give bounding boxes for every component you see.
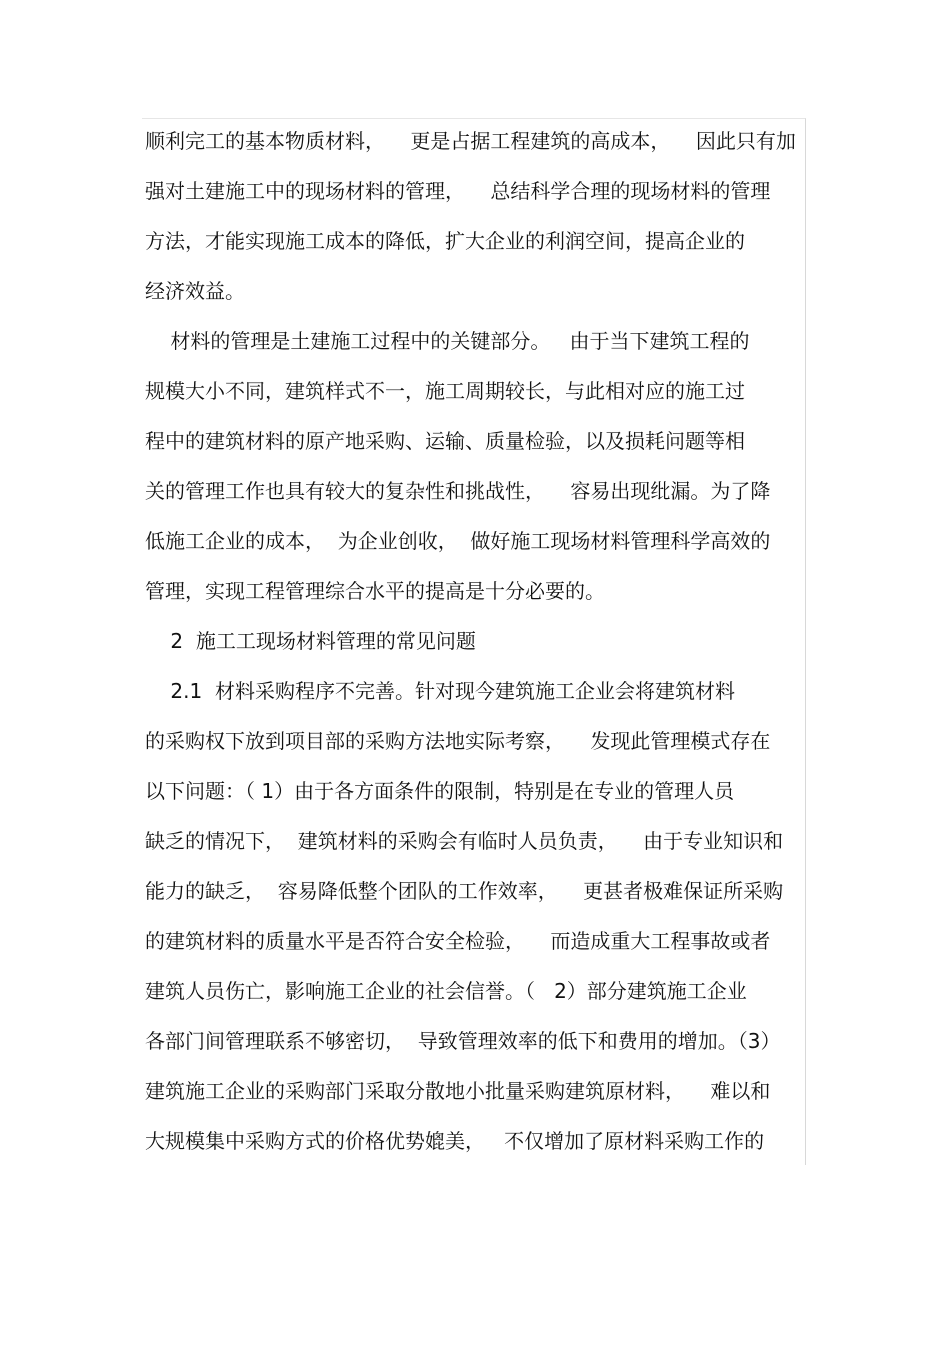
text-line: 低施工企业的成本， 为企业创收， 做好施工现场材料管理科学高效的: [145, 529, 771, 553]
text-line: 规模大小不同，建筑样式不一，施工周期较长，与此相对应的施工过: [145, 379, 745, 403]
text-line: 的建筑材料的质量水平是否符合安全检验， 而造成重大工程事故或者: [145, 929, 771, 953]
text-line: 强对土建施工中的现场材料的管理， 总结科学合理的现场材料的管理: [145, 179, 771, 203]
text-line: 顺利完工的基本物质材料， 更是占据工程建筑的高成本， 因此只有加: [145, 129, 796, 153]
text-line: 建筑施工企业的采购部门采取分散地小批量采购建筑原材料， 难以和: [145, 1079, 771, 1103]
text-line: 关的管理工作也具有较大的复杂性和挑战性， 容易出现纰漏。为了降: [145, 479, 771, 503]
text-line: 建筑人员伤亡，影响施工企业的社会信誉。（ 2）部分建筑施工企业: [145, 979, 747, 1003]
text-line: 缺乏的情况下， 建筑材料的采购会有临时人员负责， 由于专业知识和: [145, 829, 784, 853]
section-heading: 2 施工工现场材料管理的常见问题: [145, 629, 476, 653]
text-line: 材料的管理是土建施工过程中的关键部分。 由于当下建筑工程的: [145, 329, 750, 353]
text-line: 大规模集中采购方式的价格优势媲美， 不仅增加了原材料采购工作的: [145, 1129, 765, 1153]
text-line: 以下问题：（ 1）由于各方面条件的限制，特别是在专业的管理人员: [145, 779, 735, 803]
text-line: 各部门间管理联系不够密切， 导致管理效率的低下和费用的增加。（3）: [145, 1029, 781, 1053]
text-line: 方法，才能实现施工成本的降低，扩大企业的利润空间，提高企业的: [145, 229, 745, 253]
text-line: 2.1 材料采购程序不完善。针对现今建筑施工企业会将建筑材料: [145, 679, 735, 703]
text-line: 的采购权下放到项目部的采购方法地实际考察， 发现此管理模式存在: [145, 729, 771, 753]
text-line: 能力的缺乏， 容易降低整个团队的工作效率， 更甚者极难保证所采购: [145, 879, 784, 903]
text-line: 程中的建筑材料的原产地采购、运输、质量检验，以及损耗问题等相: [145, 429, 745, 453]
text-line: 管理，实现工程管理综合水平的提高是十分必要的。: [145, 579, 605, 603]
text-line: 经济效益。: [145, 279, 245, 303]
